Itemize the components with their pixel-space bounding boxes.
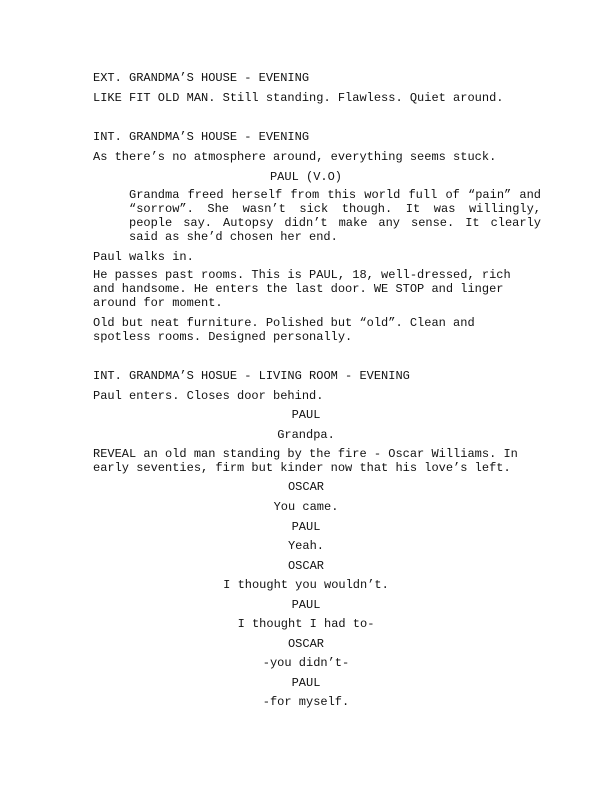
character-cue: PAUL [291,408,321,422]
action-line: Old but neat furniture. Polished but “old”. Clean and [93,316,475,330]
character-cue: OSCAR [287,637,324,651]
action-line: LIKE FIT OLD MAN. Still standing. Flawless. Quiet around. [93,91,504,105]
dialogue-line: said as she’d chosen her end. [129,230,338,244]
character-cue: OSCAR [287,559,324,573]
action-line: Paul walks in. [93,250,194,264]
action-line: He passes past rooms. This is PAUL, 18, well-dressed, rich [93,268,511,282]
scene-heading-1: EXT. GRANDMA’S HOUSE - EVENING [93,71,310,85]
dialogue-line: -for myself. [262,695,350,709]
dialogue-line: “sorrow”. She wasn’t sick though. It was willingly, [129,202,541,216]
action-line: As there’s no atmosphere around, everything seems stuck. [93,150,497,164]
character-cue: OSCAR [287,480,324,494]
dialogue-line: Grandpa. [277,428,335,442]
dialogue-line: -you didn’t- [262,656,350,670]
character-cue: PAUL [291,598,321,612]
dialogue-line: I thought you wouldn’t. [223,578,389,592]
dialogue-line: You came. [273,500,339,514]
action-line: spotless rooms. Designed personally. [93,330,353,344]
action-line: Paul enters. Closes door behind. [93,389,324,403]
action-line: REVEAL an old man standing by the fire - Oscar Williams. In [93,447,518,461]
dialogue-line: Yeah. [287,539,324,553]
scene-heading-3: INT. GRANDMA’S HOSUE - LIVING ROOM - EVENING [93,369,410,383]
dialogue-line: I thought I had to- [237,617,375,631]
character-cue: PAUL [291,676,321,690]
scene-heading-2: INT. GRANDMA’S HOUSE - EVENING [93,130,310,144]
dialogue-line: Grandma freed herself from this world full of “pain” and [129,188,541,202]
character-cue: PAUL [291,520,321,534]
action-line: and handsome. He enters the last door. WE STOP and linger [93,282,504,296]
character-cue: PAUL (V.O) [269,170,342,184]
dialogue-line: people say. Autopsy didn’t make any sense. It clearly [129,216,541,230]
action-line: early seventies, firm but kinder now that his love’s left. [93,461,511,475]
action-line: around for moment. [93,296,223,310]
